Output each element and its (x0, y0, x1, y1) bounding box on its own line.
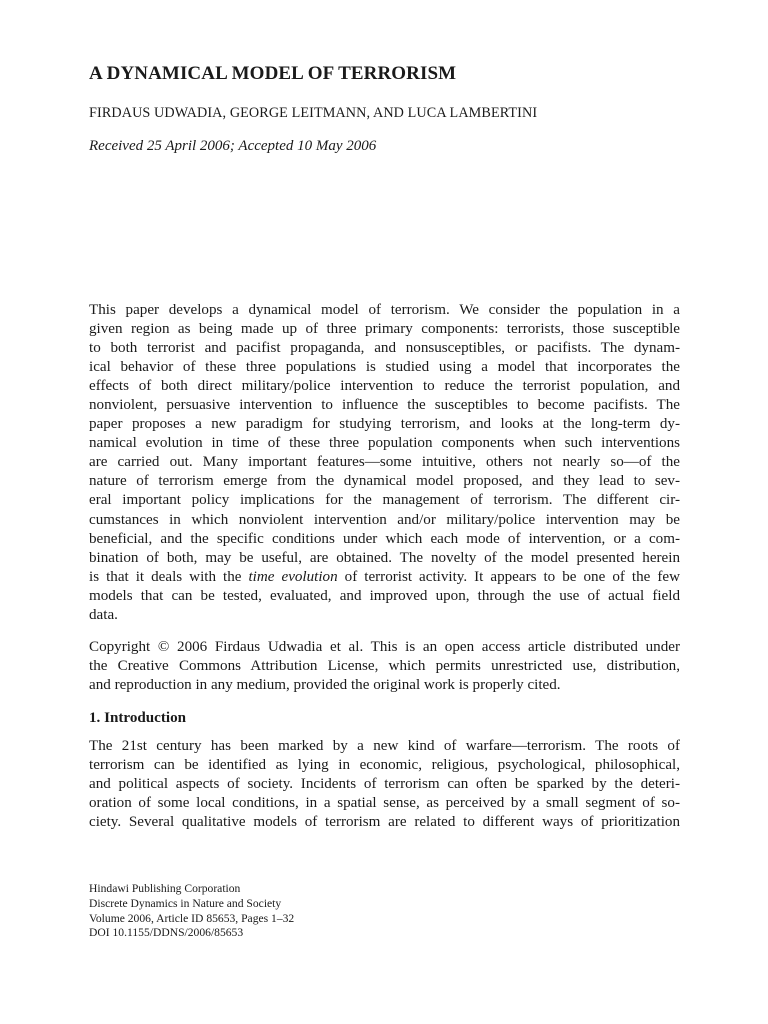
abstract-line: are carried out. Many important features—some intuitive, others not nearly so—of the (89, 454, 680, 471)
copyright-line: the Creative Commons Attribution License, which permits unrestricted use, distribution, (89, 658, 680, 675)
abstract-line: effects of both direct military/police intervention to reduce the terrorist population, and (89, 378, 680, 395)
footer-doi: DOI 10.1155/DDNS/2006/85653 (89, 926, 244, 940)
abstract-line: paper proposes a new paradigm for studying terrorism, and looks at the long-term dy- (89, 416, 680, 433)
section-heading-introduction: 1. Introduction (89, 710, 187, 726)
abstract-text: is that it deals with the (89, 568, 249, 585)
publication-footer (89, 882, 489, 941)
copyright-notice (89, 638, 680, 695)
abstract-line: ical behavior of these three populations is studied using a model that incorporates the (89, 359, 680, 376)
introduction-paragraph (89, 737, 680, 832)
abstract-text: of terrorist activity. It appears to be one of the few (337, 568, 680, 585)
abstract-line: This paper develops a dynamical model of terrorism. We consider the population in a (89, 302, 680, 318)
abstract-line: beneficial, and the specific conditions under which each mode of intervention, or a com- (89, 530, 680, 547)
paper-page (89, 0, 680, 1024)
intro-line: oration of some local conditions, in a spatial sense, as perceived by a small segment of so- (89, 795, 680, 812)
received-accepted-dates: Received 25 April 2006; Accepted 10 May 2006 (89, 138, 377, 154)
copyright-line: and reproduction in any medium, provided the original work is properly cited. (89, 677, 561, 694)
abstract-line: given region as being made up of three primary components: terrorists, those susceptible (89, 321, 680, 338)
footer-journal: Discrete Dynamics in Nature and Society (89, 896, 282, 910)
abstract-line: bination of both, may be useful, are obtained. The novelty of the model presented herein (89, 549, 680, 566)
paper-authors: FIRDAUS UDWADIA, GEORGE LEITMANN, AND LUCA LAMBERTINI (89, 105, 538, 121)
abstract-line: nature of terrorism emerge from the dynamical model proposed, and they lead to sev- (89, 473, 680, 490)
footer-publisher: Hindawi Publishing Corporation (89, 882, 241, 895)
intro-line: The 21st century has been marked by a new kind of warfare—terrorism. The roots of (89, 738, 680, 754)
abstract-line: to both terrorist and pacifist propaganda, and nonsusceptibles, or pacifists. The dynam- (89, 340, 680, 357)
intro-line: and political aspects of society. Incidents of terrorism can often be sparked by the deteri- (89, 776, 680, 793)
abstract-emphasis: time evolution (248, 568, 338, 585)
abstract-line: eral important policy implications for the management of terrorism. The different cir- (89, 492, 680, 509)
copyright-line: Copyright © 2006 Firdaus Udwadia et al. This is an open access article distributed under (89, 639, 680, 655)
abstract-line (89, 568, 680, 587)
paper-title: A DYNAMICAL MODEL OF TERRORISM (89, 63, 457, 84)
intro-line: terrorism can be identified as lying in economic, religious, psychological, philosophical, (89, 757, 680, 774)
abstract (89, 301, 680, 625)
footer-volume: Volume 2006, Article ID 85653, Pages 1–32 (89, 911, 295, 925)
abstract-line: data. (89, 606, 118, 623)
abstract-line: namical evolution in time of these three population components when such interventions (89, 435, 680, 452)
abstract-line: models that can be tested, evaluated, and improved upon, through the use of actual field (89, 587, 680, 604)
abstract-line: cumstances in which nonviolent intervention and/or military/police intervention may be (89, 511, 680, 528)
abstract-line: nonviolent, persuasive intervention to influence the susceptibles to become pacifists. The (89, 397, 680, 414)
intro-line: ciety. Several qualitative models of terrorism are related to different ways of prioritization (89, 814, 680, 831)
